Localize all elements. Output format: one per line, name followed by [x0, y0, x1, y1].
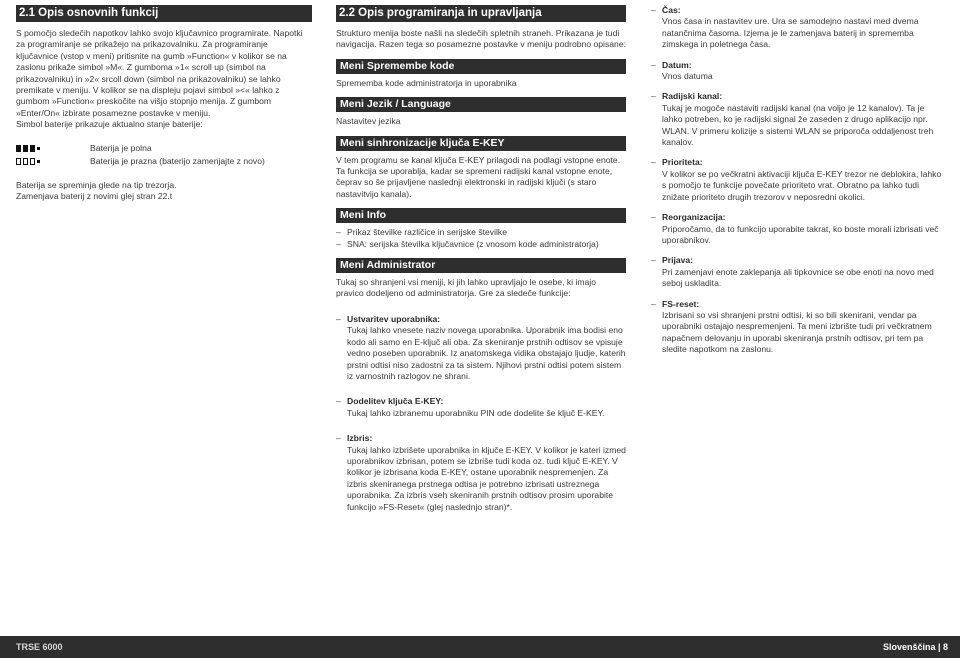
admin-functions-list	[336, 314, 626, 513]
list-item-priority: – Prioriteta: V kolikor se po večkratni aktivaciji ključa E-KEY trezor ne deblokira, lahko s pomočjo te funkcije povečate prioriteto vrat. Obratno pa lahko tudi znižate prioriteto drugih trezorov v neposredni okolici.	[651, 157, 942, 202]
term-description: Tukaj lahko izbranemu uporabniku PIN ode dodelite še ključ E-KEY.	[347, 407, 605, 418]
programming-intro: Strukturo menija boste našli na sledečih spletnih straneh. Prikazana je tudi navigacija. Razen tega so posamezne postavke v meniju podrobno opisane:	[336, 28, 626, 50]
battery-full-label: Baterija je polna	[90, 142, 152, 153]
column-middle	[336, 5, 626, 522]
list-item-date: – Datum: Vnos datuma	[651, 60, 943, 83]
battery-type-note: Baterija se spreminja glede na tip trezorja.	[16, 179, 177, 190]
term-description: Priporočamo, da to funkcijo uporabite takrat, ko boste morali izbrisati več uporabnikov.	[662, 223, 939, 245]
list-item-radio-channel: – Radijski kanal: Tukaj je mogoče nastaviti radijski kanal (na voljo je 12 kanalov). Ta je lahko potreben, ko je radijski signal že zaseden z drugo aplikacijo npr. WLAN. V primeru kolizije s sistemi WLAN se priporoča oddaljenost treh kanalov.	[651, 91, 943, 148]
battery-legend	[16, 143, 312, 168]
menu-administrator-text: Tukaj so shranjeni vsi meniji, ki jih lahko upravljajo le osebe, ki imajo pravico dodeljeno od administratorja. Gre za sledeče funkcije:	[336, 277, 596, 299]
term-description: Tukaj lahko vnesete naziv novega uporabnika. Uporabnik ima bodisi eno kodo ali samo en E-ključ ali oba. Za skeniranje prstnih odtisov se vpisuje vedno poseben uporabnik. Iz anatomskega vidika obstajajo ljudje, katerih prstni odtisi niso zadostni za ta sistem. Njihovi prstni odtisi potem sistem iz varnostnih razlogov ne shrani.	[347, 325, 626, 381]
menu-code-change-text: Sprememba kode administratorja in uporabnika	[336, 77, 517, 88]
battery-empty-label: Baterija je prazna (baterijo zamenjajte z novo)	[90, 155, 265, 166]
menu-heading-language: Meni Jezik / Language	[336, 97, 626, 112]
term-label: Datum:	[662, 59, 692, 70]
battery-intro: Simbol baterije prikazuje aktualno stanje baterije:	[16, 119, 203, 130]
column-right	[651, 5, 943, 365]
intro-paragraph: S pomočjo sledečih napotkov lahko svojo ključavnico programirate. Napotki za programiranje se prikažejo na prikazovalniku. Za programiranje ključavnice (vstop v meni) pritisnite na gumb »Function« v kolikor se na zaslonu prikaže simbol »M«. Z gumboma »1« scroll up (simbol na prikazovalniku) in »2« srcoll down (simbol na prikazovalniku) se lahko premikate v meniju. V kolikor se na displeju pojavi simbol »<« lahko z gumbom »Function« preskočite na višjo stopnjo menija. Z gumbom »Enter/On« izbirate posamezne postavke v meniju.	[16, 28, 303, 118]
term-description: Tukaj je mogoče nastaviti radijski kanal (na voljo je 12 kanalov). Ta je lahko potreben, ko je radijski signal že zaseden z drugo aplikacijo npr. WLAN. V primeru kolizije s sistemi WLAN se priporoča oddaljenost treh kanalov.	[662, 102, 934, 148]
page-language-number: Slovenščina | 8	[882, 642, 948, 652]
column-left	[16, 5, 312, 202]
menu-heading-ekey-sync: Meni sinhronizacije ključa E-KEY	[336, 136, 626, 151]
menu-heading-code-change: Meni Spremembe kode	[336, 59, 626, 74]
menu-heading-info: Meni Info	[336, 208, 626, 223]
term-label: FS-reset:	[662, 298, 700, 309]
term-description: Vnos časa in nastavitev ure. Ura se samodejno nastavi med dvema natančnima časoma. Izjema je le zamenjava baterij in sprememba zimskega in poletnega časa.	[662, 16, 919, 50]
list-item-reorganization: – Reorganizacija: Priporočamo, da to funkcijo uporabite takrat, ko boste morali izbrisati več uporabnikov.	[651, 212, 943, 246]
battery-replace-note: Zamenjava baterij z novimi glej stran 22.t	[16, 191, 173, 202]
term-label: Izbris:	[347, 433, 373, 444]
list-item-fs-reset: – FS-reset: Izbrisani so vsi shranjeni prstni odtisi, ki so bili skenirani, vendar pa uporabniki ostajajo nespremenjeni. Ta meni izbrište tudi pri večkratnem napačnem delovanju in uporabi skeniranja prstnih odtisov, pri tem pa sledite napotkom na zaslonu.	[651, 299, 943, 356]
menu-ekey-sync-text: V tem programu se kanal ključa E-KEY prilagodi na podlagi vstopne enote. Ta funkcija se uporablja, kadar se spremeni radijski kanal vstopne enote, čeprav so še prijavljene naslednji elektronski in radijski ključi (s staro nastavitvijo kanala).	[336, 154, 621, 199]
term-description: Pri zamenjavi enote zaklepanja ali tipkovnice se obe enoti na novo med seboj uskladita.	[662, 266, 934, 289]
battery-full-icon	[16, 144, 46, 154]
section-heading-basic-functions: 2.1 Opis osnovnih funkcij	[16, 5, 312, 22]
list-item-login: – Prijava: Pri zamenjavi enote zaklepanja ali tipkovnice se obe enoti na novo med seboj uskladita.	[651, 255, 943, 289]
term-label: Prijava:	[662, 255, 694, 266]
term-label: Reorganizacija:	[662, 212, 726, 223]
term-description: Tukaj lahko izbrišete uporabnika in ključe E-KEY. V kolikor je kateri izmed uporabnikov izbrisan, potem se izbriše tudi koda oz. tudi ključ E-KEY. V kolikor je izbrisana koda E-KEY, ostane uporabnik nespremenjen. Za izbris skeniranega prstnega odtisa je potrebno izbrisati ustreznega uporabnika. Za izbris vseh skeniranih prstnih odtisov prosim uporabite funkcijo »FS-Reset« (glej naslednjo stran)*.	[347, 444, 626, 512]
list-item: – Prikaz številke različice in serijske številke	[336, 227, 507, 238]
product-name: TRSE 6000	[16, 642, 63, 652]
list-item-delete: – Izbris: Tukaj lahko izbrišete uporabnika in ključe E-KEY. V kolikor je kateri izmed uporabnikov izbrisan, potem se izbriše tudi koda oz. tudi ključ E-KEY. V kolikor je izbrisana koda E-KEY, ostane uporabnik nespremenjen. Za izbris skeniranega prstnega odtisa je potrebno izbrisati ustreznega uporabnika. Za izbris vseh skeniranih prstnih odtisov prosim uporabite funkcijo »FS-Reset« (glej naslednjo stran)*.	[336, 433, 626, 512]
term-label: Prioriteta:	[662, 157, 703, 168]
list-item-create-user: – Ustvaritev uporabnika: Tukaj lahko vnesete naziv novega uporabnika. Uporabnik ima bodisi eno kodo ali samo en E-ključ ali oba. Za skeniranje prstnih odtisov se vpisuje vedno poseben uporabnik. Iz anatomskega vidika obstajajo ljudje, katerih prstni odtisi niso zadostni za ta sistem. Njihovi prstni odtisi potem sistem iz varnostnih razlogov ne shrani.	[336, 313, 626, 381]
term-description: Izbrisani so vsi shranjeni prstni odtisi, ki so bili skenirani, vendar pa uporabniki ostajajo nespremenjeni. Ta meni izbrište tudi pri večkratnem napačnem delovanju in uporabi skeniranja prstnih odtisov, pri tem pa sledite napotkom na zaslonu.	[662, 309, 932, 355]
battery-empty-row	[16, 156, 312, 168]
list-item-assign-ekey: – Dodelitev ključa E-KEY: Tukaj lahko izbranemu uporabniku PIN ode dodelite še ključ E-KEY.	[336, 396, 626, 419]
term-label: Dodelitev ključa E-KEY:	[347, 396, 444, 407]
term-label: Ustvaritev uporabnika:	[347, 313, 441, 324]
battery-full-row	[16, 143, 312, 155]
term-description: Vnos datuma	[662, 71, 713, 82]
page-footer	[0, 636, 960, 658]
term-label: Radijski kanal:	[662, 91, 723, 102]
list-item-time: – Čas: Vnos časa in nastavitev ure. Ura se samodejno nastavi med dvema natančnima časoma. Izjema je le zamenjava baterij in sprememba zimskega in poletnega časa.	[651, 5, 943, 51]
menu-language-text: Nastavitev jezika	[336, 116, 401, 127]
list-item: – SNA: serijska številka ključavnice (z vnosom kode administratorja)	[336, 238, 599, 249]
term-description: V kolikor se po večkratni aktivaciji ključa E-KEY trezor ne deblokira, lahko s pomočjo te funkcije povečate prioriteto vrat. Obratno pa lahko tudi znižate prioriteto drugih trezorov v neposredni okolici.	[662, 168, 942, 202]
section-heading-programming: 2.2 Opis programiranja in upravljanja	[336, 5, 626, 22]
menu-heading-administrator: Meni Administrator	[336, 258, 626, 273]
term-label: Čas:	[662, 5, 681, 15]
menu-info-list	[336, 227, 626, 250]
battery-empty-icon	[16, 157, 46, 167]
